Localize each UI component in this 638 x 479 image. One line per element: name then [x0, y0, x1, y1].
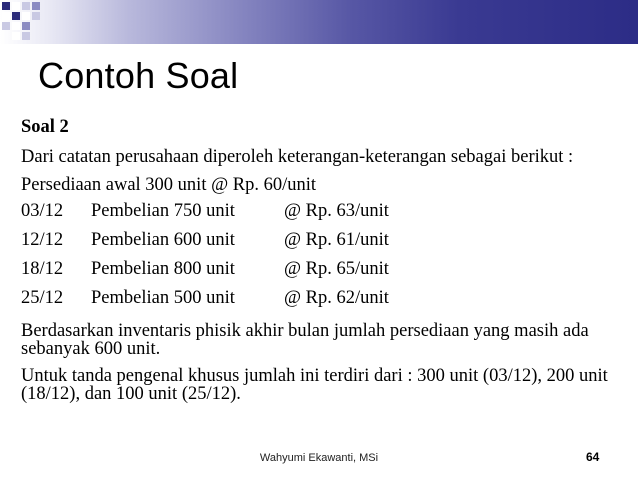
purchase-price: @ Rp. 62/unit	[284, 288, 389, 308]
header-band	[0, 0, 638, 46]
purchase-date: 03/12	[21, 201, 64, 221]
purchase-date: 18/12	[21, 259, 64, 279]
purchase-date: 12/12	[21, 230, 64, 250]
purchase-row	[21, 289, 621, 318]
purchase-price: @ Rp. 65/unit	[284, 259, 389, 279]
purchase-list	[21, 202, 621, 318]
opening-inventory: Persediaan awal 300 unit @ Rp. 60/unit	[21, 175, 317, 195]
slide-title: Contoh Soal	[38, 55, 239, 96]
intro-text: Dari catatan perusahaan diperoleh keterangan-keterangan sebagai berikut :	[21, 147, 574, 167]
conclusion	[21, 322, 621, 403]
purchase-action: Pembelian 600 unit	[91, 230, 235, 250]
page-number: 64	[586, 450, 600, 464]
slide-body	[21, 118, 621, 412]
purchase-row	[21, 260, 621, 289]
purchase-date: 25/12	[21, 288, 64, 308]
purchase-action: Pembelian 750 unit	[91, 201, 235, 221]
problem-heading: Soal 2	[21, 117, 69, 137]
purchase-price: @ Rp. 61/unit	[284, 230, 389, 250]
purchase-action: Pembelian 500 unit	[91, 288, 235, 308]
purchase-action: Pembelian 800 unit	[91, 259, 235, 279]
purchase-price: @ Rp. 63/unit	[284, 201, 389, 221]
identification-text: Untuk tanda pengenal khusus jumlah ini terdiri dari : 300 unit (03/12), 200 unit (18/12), dan 100 unit (25/12).	[21, 366, 608, 404]
physical-inventory-text: Berdasarkan inventaris phisik akhir bulan jumlah persediaan yang masih ada sebanyak 600 unit.	[21, 321, 589, 359]
header-divider	[0, 44, 638, 46]
purchase-row	[21, 231, 621, 260]
footer-author: Wahyumi Ekawanti, MSi	[259, 452, 379, 464]
purchase-row	[21, 202, 621, 231]
